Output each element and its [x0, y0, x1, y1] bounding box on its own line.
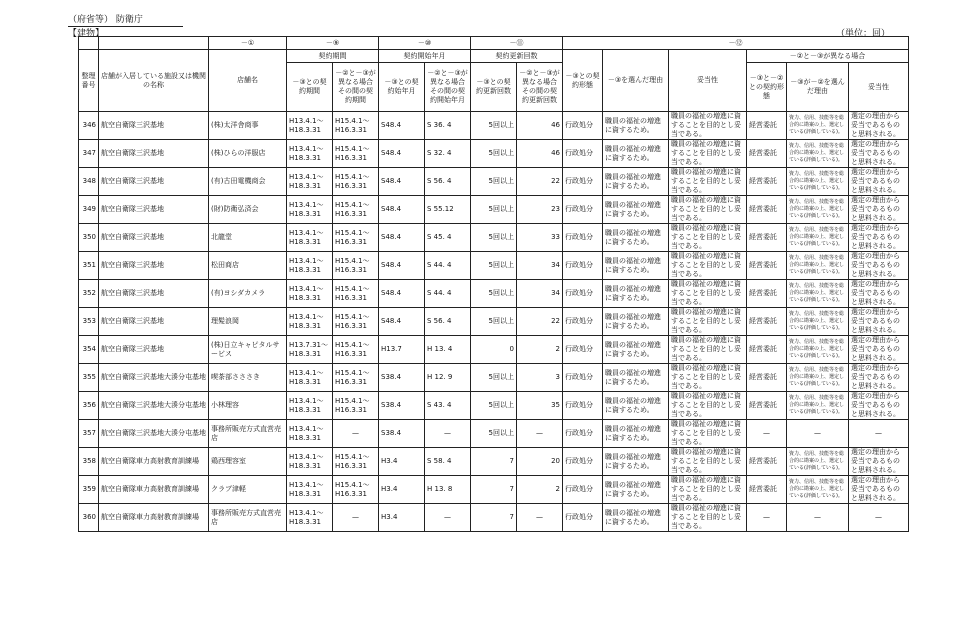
cell-renew-3: 5回以上	[471, 420, 517, 448]
cell-reason: 職員の福祉の増進に資するため。	[603, 140, 669, 168]
cell-form: 行政処分	[563, 140, 603, 168]
cell-start-3: H3.4	[379, 448, 425, 476]
cell-period-23: H15.4.1～ H16.3.31	[333, 308, 379, 336]
cell-shop: 事務所販売方式直営売店	[209, 420, 287, 448]
table-row	[79, 196, 909, 224]
table-row	[79, 280, 909, 308]
cell-start-23: S 36. 4	[425, 112, 471, 140]
col-validity: 妥当性	[669, 50, 747, 112]
col-group-11: －⑪	[471, 37, 563, 50]
table-row	[79, 336, 909, 364]
cell-validity-2: 選定の理由から妥当であるものと思料される。	[849, 364, 909, 392]
cell-validity-2: 選定の理由から妥当であるものと思料される。	[849, 308, 909, 336]
cell-form-2: 経営委託	[747, 140, 787, 168]
cell-no: 360	[79, 504, 99, 532]
table-row	[79, 420, 909, 448]
cell-no: 357	[79, 420, 99, 448]
cell-start-23: S 56. 4	[425, 168, 471, 196]
ministry-label: （府省等） 防衛庁	[68, 12, 183, 27]
unit-label: （単位：回）	[836, 29, 891, 39]
cell-no: 352	[79, 280, 99, 308]
cell-period-3: H13.4.1～ H18.3.31	[287, 448, 333, 476]
cell-period-23: H15.4.1～ H16.3.31	[333, 476, 379, 504]
cell-reason: 職員の福祉の増進に資するため。	[603, 364, 669, 392]
cell-reason-2: 資力、信用、技能等を総合的に勘案の上、選定している(評価している)。	[787, 224, 849, 252]
cell-reason-2: 資力、信用、技能等を総合的に勘案の上、選定している(評価している)。	[787, 392, 849, 420]
cell-start-23: S 43. 4	[425, 392, 471, 420]
cell-form-2: 経営委託	[747, 224, 787, 252]
cell-form-2: 経営委託	[747, 168, 787, 196]
cell-renew-23: 23	[517, 196, 563, 224]
table-row	[79, 476, 909, 504]
cell-renew-3: 7	[471, 476, 517, 504]
col-reason-2: －③が－②を選んだ理由	[787, 63, 849, 112]
cell-facility: 航空自衛隊三沢基地	[99, 196, 209, 224]
cell-renew-3: 5回以上	[471, 168, 517, 196]
cell-renew-23: 2	[517, 476, 563, 504]
cell-period-3: H13.4.1～ H18.3.31	[287, 112, 333, 140]
cell-start-3: H3.4	[379, 476, 425, 504]
table-row	[79, 504, 909, 532]
cell-renew-3: 5回以上	[471, 196, 517, 224]
cell-renew-3: 7	[471, 448, 517, 476]
cell-shop: (株)日立キャピタルサービス	[209, 336, 287, 364]
cell-reason-2: 資力、信用、技能等を総合的に勘案の上、選定している(評価している)。	[787, 280, 849, 308]
cell-no: 354	[79, 336, 99, 364]
cell-reason: 職員の福祉の増進に資するため。	[603, 112, 669, 140]
cell-reason-2: 資力、信用、技能等を総合的に勘案の上、選定している(評価している)。	[787, 168, 849, 196]
cell-renew-23: 33	[517, 224, 563, 252]
cell-start-3: H3.4	[379, 504, 425, 532]
cell-no: 355	[79, 364, 99, 392]
col-group-1: －①	[209, 37, 287, 50]
cell-validity: 職員の福祉の増進に資することを目的とし妥当である。	[669, 504, 747, 532]
cell-start-3: S48.4	[379, 280, 425, 308]
cell-no: 356	[79, 392, 99, 420]
cell-no: 348	[79, 168, 99, 196]
cell-form: 行政処分	[563, 448, 603, 476]
cell-shop: (株)ひらの洋服店	[209, 140, 287, 168]
col-facility: 店舗が入居している施設又は機関の名称	[99, 50, 209, 112]
cell-reason: 職員の福祉の増進に資するため。	[603, 336, 669, 364]
cell-validity: 職員の福祉の増進に資することを目的とし妥当である。	[669, 224, 747, 252]
cell-start-23: S 44. 4	[425, 280, 471, 308]
cell-reason: 職員の福祉の増進に資するため。	[603, 280, 669, 308]
col-seq-no: 整理番号	[79, 50, 99, 112]
cell-no: 359	[79, 476, 99, 504]
cell-form: 行政処分	[563, 420, 603, 448]
cell-renew-23: 46	[517, 140, 563, 168]
cell-form-2: 経営委託	[747, 280, 787, 308]
cell-start-23: H 13. 8	[425, 476, 471, 504]
cell-form: 行政処分	[563, 168, 603, 196]
col-start-3: －③との契約始年月	[379, 63, 425, 112]
table-row	[79, 448, 909, 476]
table-row	[79, 252, 909, 280]
cell-period-23: H15.4.1～ H16.3.31	[333, 112, 379, 140]
cell-start-3: S48.4	[379, 224, 425, 252]
category-label: 【建物】	[68, 29, 105, 39]
cell-form-2: 経営委託	[747, 476, 787, 504]
cell-validity: 職員の福祉の増進に資することを目的とし妥当である。	[669, 196, 747, 224]
cell-start-3: S48.4	[379, 252, 425, 280]
cell-period-23: H15.4.1～ H16.3.31	[333, 336, 379, 364]
cell-period-3: H13.4.1～ H18.3.31	[287, 308, 333, 336]
cell-no: 350	[79, 224, 99, 252]
cell-form-2: 経営委託	[747, 308, 787, 336]
cell-renew-3: 5回以上	[471, 364, 517, 392]
cell-no: 346	[79, 112, 99, 140]
cell-validity: 職員の福祉の増進に資することを目的とし妥当である。	[669, 364, 747, 392]
cell-form-2: 経営委託	[747, 196, 787, 224]
col-group-9: －⑨	[287, 37, 379, 50]
cell-form-2: —	[747, 504, 787, 532]
cell-reason: 職員の福祉の増進に資するため。	[603, 168, 669, 196]
cell-reason: 職員の福祉の増進に資するため。	[603, 476, 669, 504]
cell-renew-23: 46	[517, 112, 563, 140]
cell-start-3: S38.4	[379, 420, 425, 448]
col-validity-2: 妥当性	[849, 63, 909, 112]
cell-reason-2: —	[787, 504, 849, 532]
cell-period-3: H13.7.31～ H18.3.31	[287, 336, 333, 364]
cell-form: 行政処分	[563, 504, 603, 532]
cell-validity-2: 選定の理由から妥当であるものと思料される。	[849, 168, 909, 196]
cell-renew-23: 22	[517, 168, 563, 196]
cell-start-23: S 56. 4	[425, 308, 471, 336]
cell-start-23: S 55.12	[425, 196, 471, 224]
cell-renew-3: 5回以上	[471, 308, 517, 336]
col-reason-3: －③を選んだ理由	[603, 50, 669, 112]
cell-renew-3: 0	[471, 336, 517, 364]
header-blank	[79, 37, 99, 50]
cell-form: 行政処分	[563, 252, 603, 280]
cell-form: 行政処分	[563, 196, 603, 224]
cell-form: 行政処分	[563, 112, 603, 140]
cell-validity-2: —	[849, 504, 909, 532]
cell-period-3: H13.4.1～ H18.3.31	[287, 140, 333, 168]
cell-form-2: 経営委託	[747, 252, 787, 280]
col-period-3: －③との契約期間	[287, 63, 333, 112]
cell-period-3: H13.4.1～ H18.3.31	[287, 476, 333, 504]
cell-facility: 航空自衛隊三沢基地大湊分屯基地	[99, 364, 209, 392]
cell-facility: 航空自衛隊三沢基地	[99, 224, 209, 252]
cell-validity-2: —	[849, 420, 909, 448]
cell-start-23: S 45. 4	[425, 224, 471, 252]
cell-validity: 職員の福祉の増進に資することを目的とし妥当である。	[669, 392, 747, 420]
cell-period-3: H13.4.1～ H18.3.31	[287, 168, 333, 196]
cell-form: 行政処分	[563, 392, 603, 420]
cell-start-3: S38.4	[379, 364, 425, 392]
cell-validity-2: 選定の理由から妥当であるものと思料される。	[849, 140, 909, 168]
cell-renew-23: 20	[517, 448, 563, 476]
cell-reason: 職員の福祉の増進に資するため。	[603, 504, 669, 532]
cell-validity: 職員の福祉の増進に資することを目的とし妥当である。	[669, 336, 747, 364]
cell-reason-2: —	[787, 420, 849, 448]
cell-validity-2: 選定の理由から妥当であるものと思料される。	[849, 476, 909, 504]
cell-renew-23: —	[517, 420, 563, 448]
cell-renew-23: 34	[517, 252, 563, 280]
col-diff-case: －②と－③が異なる場合	[747, 50, 909, 63]
cell-period-23: H15.4.1～ H16.3.31	[333, 364, 379, 392]
cell-form: 行政処分	[563, 336, 603, 364]
cell-no: 358	[79, 448, 99, 476]
cell-period-3: H13.4.1～ H18.3.31	[287, 392, 333, 420]
cell-facility: 航空自衛隊三沢基地	[99, 168, 209, 196]
col-group-12: －⑫	[563, 37, 909, 50]
cell-period-3: H13.4.1～ H18.3.31	[287, 196, 333, 224]
cell-renew-3: 5回以上	[471, 112, 517, 140]
cell-reason-2: 資力、信用、技能等を総合的に勘案の上、選定している(評価している)。	[787, 196, 849, 224]
cell-form: 行政処分	[563, 476, 603, 504]
cell-shop: 理髪浪岡	[209, 308, 287, 336]
cell-start-23: S 58. 4	[425, 448, 471, 476]
cell-reason: 職員の福祉の増進に資するため。	[603, 252, 669, 280]
cell-form: 行政処分	[563, 364, 603, 392]
cell-reason: 職員の福祉の増進に資するため。	[603, 392, 669, 420]
cell-shop: 松田商店	[209, 252, 287, 280]
cell-shop: (有)古田電機商会	[209, 168, 287, 196]
col-group-10: －⑩	[379, 37, 471, 50]
cell-period-23: H15.4.1～ H16.3.31	[333, 140, 379, 168]
cell-renew-23: 2	[517, 336, 563, 364]
cell-reason: 職員の福祉の増進に資するため。	[603, 224, 669, 252]
cell-reason-2: 資力、信用、技能等を総合的に勘案の上、選定している(評価している)。	[787, 140, 849, 168]
cell-facility: 航空自衛隊三沢基地	[99, 280, 209, 308]
cell-validity: 職員の福祉の増進に資することを目的とし妥当である。	[669, 420, 747, 448]
col-period-23: －②と－③が異なる場合その間の契約期間	[333, 63, 379, 112]
cell-validity-2: 選定の理由から妥当であるものと思料される。	[849, 252, 909, 280]
cell-start-23: —	[425, 420, 471, 448]
cell-start-3: S48.4	[379, 308, 425, 336]
table-row	[79, 112, 909, 140]
cell-start-3: S48.4	[379, 140, 425, 168]
col-form-3: －③との契約形態	[563, 50, 603, 112]
cell-start-23: H 13. 4	[425, 336, 471, 364]
cell-start-23: —	[425, 504, 471, 532]
cell-renew-23: 22	[517, 308, 563, 336]
cell-facility: 航空自衛隊三沢基地大湊分屯基地	[99, 420, 209, 448]
cell-validity: 職員の福祉の増進に資することを目的とし妥当である。	[669, 168, 747, 196]
cell-form: 行政処分	[563, 280, 603, 308]
cell-period-23: H15.4.1～ H16.3.31	[333, 196, 379, 224]
cell-renew-3: 5回以上	[471, 280, 517, 308]
cell-facility: 航空自衛隊三沢基地	[99, 112, 209, 140]
cell-reason: 職員の福祉の増進に資するため。	[603, 448, 669, 476]
cell-form: 行政処分	[563, 308, 603, 336]
cell-facility: 航空自衛隊三沢基地	[99, 140, 209, 168]
cell-shop: 喫茶部さささき	[209, 364, 287, 392]
cell-reason-2: 資力、信用、技能等を総合的に勘案の上、選定している(評価している)。	[787, 476, 849, 504]
cell-start-3: S48.4	[379, 196, 425, 224]
header-row-2	[79, 50, 909, 63]
cell-reason-2: 資力、信用、技能等を総合的に勘案の上、選定している(評価している)。	[787, 308, 849, 336]
cell-period-23: H15.4.1～ H16.3.31	[333, 448, 379, 476]
cell-form-2: 経営委託	[747, 336, 787, 364]
cell-validity-2: 選定の理由から妥当であるものと思料される。	[849, 224, 909, 252]
header-row-1	[79, 37, 909, 50]
cell-start-23: S 44. 4	[425, 252, 471, 280]
cell-period-3: H13.4.1～ H18.3.31	[287, 280, 333, 308]
cell-validity-2: 選定の理由から妥当であるものと思料される。	[849, 448, 909, 476]
cell-shop: 鶏西理容室	[209, 448, 287, 476]
cell-period-3: H13.4.1～ H18.3.31	[287, 224, 333, 252]
cell-shop: 事務所販売方式直営売店	[209, 504, 287, 532]
cell-period-23: H15.4.1～ H16.3.31	[333, 280, 379, 308]
cell-shop: (有)ヨシダカメラ	[209, 280, 287, 308]
table-row	[79, 140, 909, 168]
cell-validity-2: 選定の理由から妥当であるものと思料される。	[849, 392, 909, 420]
cell-renew-3: 5回以上	[471, 224, 517, 252]
table-row	[79, 308, 909, 336]
cell-validity-2: 選定の理由から妥当であるものと思料される。	[849, 280, 909, 308]
cell-renew-23: 34	[517, 280, 563, 308]
cell-facility: 航空自衛隊三沢基地	[99, 336, 209, 364]
cell-renew-3: 7	[471, 504, 517, 532]
col-shop: 店舗名	[209, 50, 287, 112]
col-renew-23: －②と－③が異なる場合その間の契約更新回数	[517, 63, 563, 112]
cell-period-23: H15.4.1～ H16.3.31	[333, 224, 379, 252]
cell-facility: 航空自衛隊三沢基地	[99, 308, 209, 336]
cell-period-3: H13.4.1～ H18.3.31	[287, 252, 333, 280]
cell-reason-2: 資力、信用、技能等を総合的に勘案の上、選定している(評価している)。	[787, 336, 849, 364]
col-form-23: －③と－②との契約形態	[747, 63, 787, 112]
cell-form-2: 経営委託	[747, 448, 787, 476]
cell-renew-23: 3	[517, 364, 563, 392]
cell-facility: 航空自衛隊車力高射教育訓練場	[99, 476, 209, 504]
cell-validity-2: 選定の理由から妥当であるものと思料される。	[849, 196, 909, 224]
cell-facility: 航空自衛隊車力高射教育訓練場	[99, 504, 209, 532]
cell-renew-3: 5回以上	[471, 140, 517, 168]
cell-period-3: H13.4.1～ H18.3.31	[287, 364, 333, 392]
cell-validity: 職員の福祉の増進に資することを目的とし妥当である。	[669, 280, 747, 308]
cell-shop: (株)太洋舎商事	[209, 112, 287, 140]
cell-start-3: S38.4	[379, 392, 425, 420]
cell-validity: 職員の福祉の増進に資することを目的とし妥当である。	[669, 448, 747, 476]
cell-validity: 職員の福祉の増進に資することを目的とし妥当である。	[669, 252, 747, 280]
cell-validity: 職員の福祉の増進に資することを目的とし妥当である。	[669, 476, 747, 504]
cell-no: 351	[79, 252, 99, 280]
cell-form-2: 経営委託	[747, 364, 787, 392]
cell-start-3: S48.4	[379, 168, 425, 196]
cell-facility: 航空自衛隊三沢基地大湊分屯基地	[99, 392, 209, 420]
cell-shop: クラブ津軽	[209, 476, 287, 504]
col-contract-start: 契約開始年月	[379, 50, 471, 63]
cell-renew-23: 35	[517, 392, 563, 420]
cell-shop: 小林理容	[209, 392, 287, 420]
cell-validity: 職員の福祉の増進に資することを目的とし妥当である。	[669, 140, 747, 168]
cell-start-3: H13.7	[379, 336, 425, 364]
cell-renew-3: 5回以上	[471, 252, 517, 280]
cell-form-2: 経営委託	[747, 392, 787, 420]
cell-form-2: —	[747, 420, 787, 448]
col-contract-period: 契約期間	[287, 50, 379, 63]
cell-start-23: S 32. 4	[425, 140, 471, 168]
cell-renew-23: —	[517, 504, 563, 532]
cell-period-23: H15.4.1～ H16.3.31	[333, 392, 379, 420]
table-row	[79, 168, 909, 196]
cell-shop: (財)防衛弘済会	[209, 196, 287, 224]
cell-shop: 北龍堂	[209, 224, 287, 252]
col-start-23: －②と－③が異なる場合その間の契約開始年月	[425, 63, 471, 112]
header-blank	[99, 37, 209, 50]
cell-period-3: H13.4.1～ H18.3.31	[287, 420, 333, 448]
cell-no: 349	[79, 196, 99, 224]
cell-period-3: H13.4.1～ H18.3.31	[287, 504, 333, 532]
col-renewal-count: 契約更新回数	[471, 50, 563, 63]
contract-table	[78, 36, 909, 532]
cell-facility: 航空自衛隊車力高射教育訓練場	[99, 448, 209, 476]
col-renew-3: －③との契約更新回数	[471, 63, 517, 112]
cell-reason-2: 資力、信用、技能等を総合的に勘案の上、選定している(評価している)。	[787, 252, 849, 280]
cell-reason: 職員の福祉の増進に資するため。	[603, 420, 669, 448]
cell-validity: 職員の福祉の増進に資することを目的とし妥当である。	[669, 112, 747, 140]
cell-period-23: H15.4.1～ H16.3.31	[333, 168, 379, 196]
cell-facility: 航空自衛隊三沢基地	[99, 252, 209, 280]
cell-validity-2: 選定の理由から妥当であるものと思料される。	[849, 336, 909, 364]
table-row	[79, 224, 909, 252]
cell-period-23: —	[333, 504, 379, 532]
cell-period-23: H15.4.1～ H16.3.31	[333, 252, 379, 280]
cell-start-23: H 12. 9	[425, 364, 471, 392]
table-row	[79, 392, 909, 420]
cell-reason-2: 資力、信用、技能等を総合的に勘案の上、選定している(評価している)。	[787, 112, 849, 140]
cell-no: 353	[79, 308, 99, 336]
cell-reason: 職員の福祉の増進に資するため。	[603, 308, 669, 336]
cell-reason-2: 資力、信用、技能等を総合的に勘案の上、選定している(評価している)。	[787, 448, 849, 476]
cell-form: 行政処分	[563, 224, 603, 252]
cell-renew-3: 5回以上	[471, 392, 517, 420]
cell-period-23: —	[333, 420, 379, 448]
cell-validity-2: 選定の理由から妥当であるものと思料される。	[849, 112, 909, 140]
cell-form-2: 経営委託	[747, 112, 787, 140]
cell-reason-2: 資力、信用、技能等を総合的に勘案の上、選定している(評価している)。	[787, 364, 849, 392]
cell-reason: 職員の福祉の増進に資するため。	[603, 196, 669, 224]
cell-validity: 職員の福祉の増進に資することを目的とし妥当である。	[669, 308, 747, 336]
cell-no: 347	[79, 140, 99, 168]
cell-start-3: S48.4	[379, 112, 425, 140]
table-row	[79, 364, 909, 392]
